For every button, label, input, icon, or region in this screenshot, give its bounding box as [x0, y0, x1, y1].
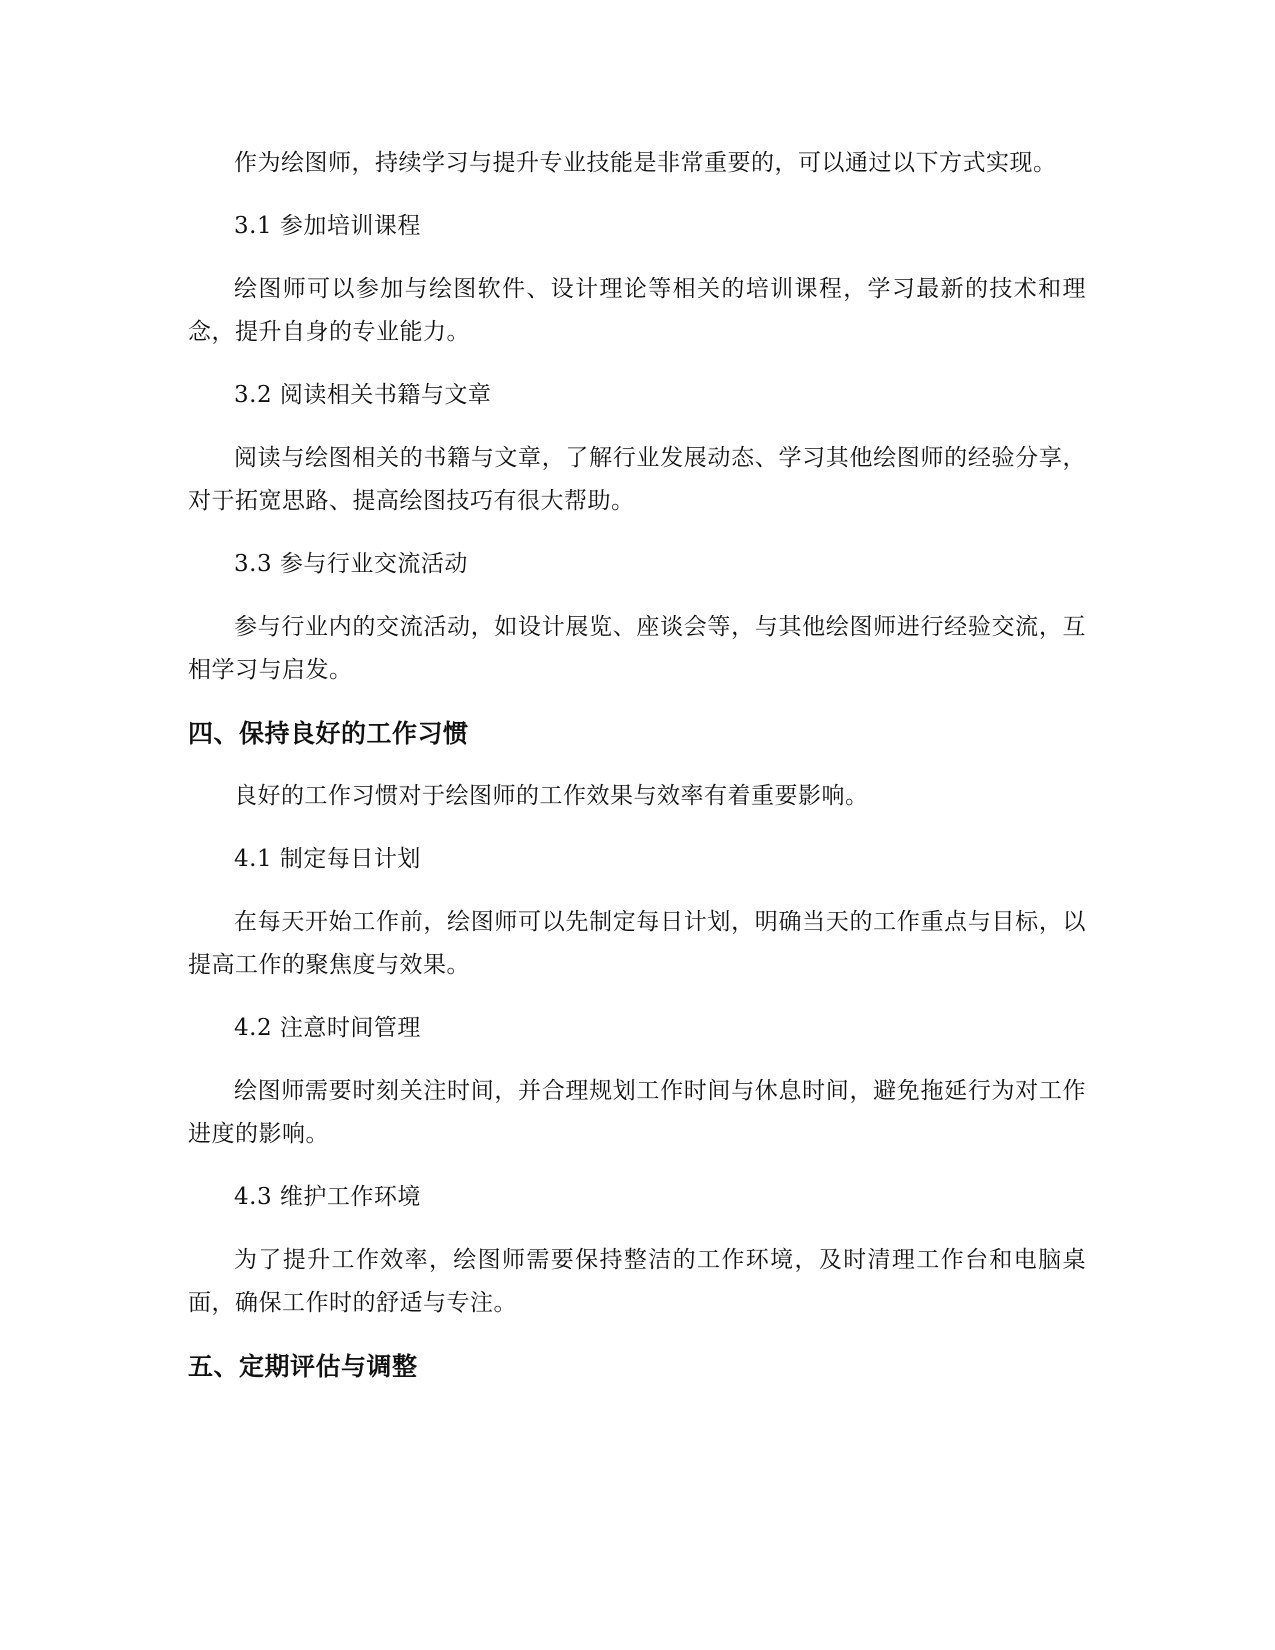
subheading-4-1: 4.1 制定每日计划 [234, 846, 421, 872]
paragraph-daily-plan: 在每天开始工作前，绘图师可以先制定每日计划，明确当天的工作重点与目标，以提高工作的聚焦度与效果。 [188, 909, 1086, 978]
subheading-3-2: 3.2 阅读相关书籍与文章 [234, 382, 492, 408]
paragraph-training: 绘图师可以参加与绘图软件、设计理论等相关的培训课程，学习最新的技术和理念，提升自身的专业能力。 [188, 276, 1086, 345]
paragraph-learning-intro: 作为绘图师，持续学习与提升专业技能是非常重要的，可以通过以下方式实现。 [234, 150, 1057, 176]
paragraph-environment: 为了提升工作效率，绘图师需要保持整洁的工作环境，及时清理工作台和电脑桌面，确保工作时的舒适与专注。 [188, 1247, 1086, 1316]
paragraph-time-management: 绘图师需要时刻关注时间，并合理规划工作时间与休息时间，避免拖延行为对工作进度的影响。 [188, 1078, 1086, 1147]
document-body [188, 142, 1086, 1408]
paragraph-habits-intro: 良好的工作习惯对于绘图师的工作效果与效率有着重要影响。 [234, 783, 869, 809]
paragraph-reading: 阅读与绘图相关的书籍与文章，了解行业发展动态、学习其他绘图师的经验分享，对于拓宽思路、提高绘图技巧有很大帮助。 [188, 445, 1086, 514]
subheading-4-2: 4.2 注意时间管理 [234, 1015, 421, 1041]
subheading-3-3: 3.3 参与行业交流活动 [234, 551, 468, 577]
section-heading-5: 五、定期评估与调整 [188, 1352, 418, 1381]
section-heading-4: 四、保持良好的工作习惯 [188, 719, 469, 748]
subheading-4-3: 4.3 维护工作环境 [234, 1184, 421, 1210]
paragraph-exchange: 参与行业内的交流活动，如设计展览、座谈会等，与其他绘图师进行经验交流，互相学习与启发。 [188, 614, 1086, 683]
subheading-3-1: 3.1 参加培训课程 [234, 213, 421, 239]
